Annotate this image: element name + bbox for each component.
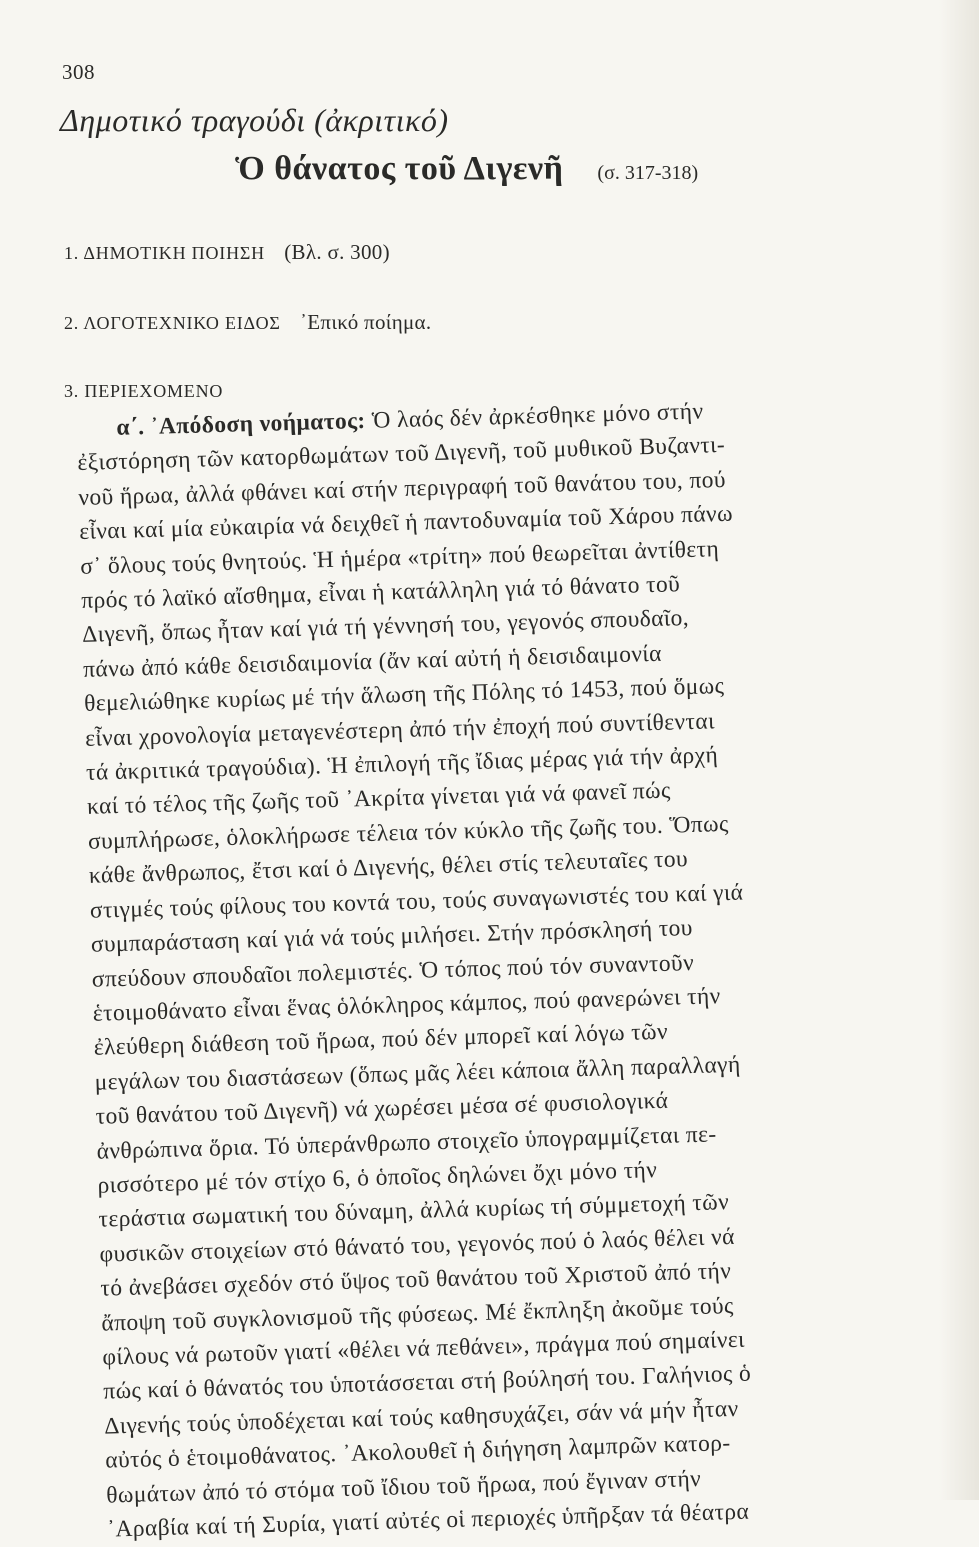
paragraph-line: ἑτοιμοθάνατο εἶναι ἕνας ὁλόκληρος κάμπος, πού φανερώνει τήν bbox=[92, 983, 721, 1027]
paragraph-line: πρός τό λαϊκό αἴσθημα, εἶναι ἡ κατάλληλη γιά τό θάνατο τοῦ bbox=[80, 571, 681, 614]
paragraph-line: τό ἀνεβάσει σχεδόν στό ὕψος τοῦ θανάτου τοῦ Χριστοῦ ἀπό τήν bbox=[100, 1258, 732, 1302]
section-heading-3 bbox=[64, 381, 223, 402]
paragraph-line: θεμελιώθηκε κυρίως μέ τήν ἅλωση τῆς Πόλης τό 1453, πού ὅμως bbox=[83, 673, 725, 718]
paragraph-line: τά ἀκριτικά τραγούδια). Ἡ ἐπιλογή τῆς ἴδιας μέρας γιά τήν ἀρχή bbox=[85, 742, 719, 786]
paragraph-line: θωμάτων ἀπό τό στόμα τοῦ ἴδιου τοῦ ἥρωα, πού ἔγιναν στήν bbox=[105, 1465, 702, 1509]
paragraph-line: ἐλεύθερη διάθεση τοῦ ἥρωα, πού δέν μπορεῖ καί λόγω τῶν bbox=[93, 1019, 669, 1062]
paragraph-line: ἐξιστόρηση τῶν κατορθωμάτων τοῦ Διγενῆ, τοῦ μυθικοῦ Βυζαντι- bbox=[77, 432, 726, 477]
paragraph-line: φίλους νά ρωτοῦν γιατί «θέλει νά πεθάνει», πράγμα πού σημαίνει bbox=[102, 1326, 746, 1371]
paragraph-lead: α΄. ᾿Απόδοση νοήματος: bbox=[116, 407, 366, 441]
paragraph-line: καί τό τέλος τῆς ζωῆς τοῦ ᾿Ακρίτα γίνεται γιά νά φανεῖ πώς bbox=[86, 778, 672, 821]
paragraph-line: αὐτός ὁ ἑτοιμοθάνατος. ᾿Ακολουθεῖ ἡ διήγηση λαμπρῶν κατορ- bbox=[104, 1430, 731, 1474]
paragraph-body bbox=[76, 389, 937, 1547]
paragraph-line: συμπλήρωσε, ὁλοκλήρωσε τέλεια τόν κύκλο τῆς ζωῆς του. Ὅπως bbox=[87, 810, 730, 855]
section-value: (Βλ. σ. 300) bbox=[284, 240, 390, 264]
section-value: ᾿Επικό ποίημα. bbox=[300, 310, 432, 334]
paragraph-line-text: Ὁ λαός δέν ἀρκέσθηκε μόνο στήν bbox=[371, 398, 704, 434]
poem-title: Ὁ θάνατος τοῦ Διγενῆ bbox=[235, 150, 564, 187]
paragraph-line: εἶναι χρονολογία μεταγενέστερη ἀπό τήν ἐποχή πού συντίθενται bbox=[84, 707, 716, 752]
genre-heading: Δημοτικό τραγούδι (ἀκριτικό) bbox=[60, 102, 449, 138]
paragraph-line: πάνω ἀπό κάθε δεισιδαιμονία (ἄν καί αὐτή ἡ δεισιδαιμονία bbox=[82, 640, 663, 683]
pages-reference: (σ. 317-318) bbox=[597, 162, 699, 184]
paragraph-line: σπεύδουν σπουδαῖοι πολεμιστές. Ὁ τόπος πού τόν συναντοῦν bbox=[91, 949, 695, 993]
paragraph-line: πώς καί ὁ θάνατός του ὑποτάσσεται στή βούλησή του. Γαλήνιος ὁ bbox=[103, 1360, 752, 1405]
section-heading-2 bbox=[64, 310, 431, 335]
paragraph-line: στιγμές τούς φίλους του κοντά του, τούς συναγωνιστές του καί γιά bbox=[89, 879, 744, 924]
paragraph-line: ᾿Αραβία καί τή Συρία, γιατί αὐτές οἱ περιοχές ὑπῆρξαν τά θέατρα bbox=[106, 1498, 750, 1543]
paragraph-line: φυσικῶν στοιχείων στό θάνατό του, γεγονός πού ὁ λαός θέλει νά bbox=[99, 1223, 736, 1268]
title-row bbox=[235, 150, 698, 188]
paragraph-line: ρισσότερο μέ τόν στίχο 6, ὁ ὁποῖος δηλώνει ὄχι μόνο τήν bbox=[97, 1157, 658, 1199]
paragraph-line: ἀνθρώπινα ὅρια. Τό ὑπεράνθρωπο στοιχεῖο ὑπογραμμίζεται πε- bbox=[96, 1120, 717, 1165]
paragraph-line: μεγάλων του διαστάσεων (ὅπως μᾶς λέει κάποια ἄλλη παραλλαγή bbox=[94, 1051, 741, 1096]
paragraph-line: τεράστια σωματική του δύναμη, ἀλλά κυρίως τή σύμμετοχή τῶν bbox=[98, 1189, 730, 1234]
paragraph-line: ἄποψη τοῦ συγκλονισμοῦ τῆς φύσεως. Μέ ἔκπληξη ἀκοῦμε τούς bbox=[101, 1292, 735, 1337]
section-heading-1 bbox=[64, 240, 390, 265]
section-label: 2. ΛΟΓΟΤΕΧΝΙΚΟ ΕΙΔΟΣ bbox=[64, 313, 281, 333]
paragraph-line: τοῦ θανάτου τοῦ Διγενῆ) νά χωρέσει μέσα σέ φυσιολογικά bbox=[95, 1087, 669, 1130]
paragraph-line: Διγενής τούς ὑποδέχεται καί τούς καθησυχάζει, σάν νά μήν ἦταν bbox=[103, 1395, 739, 1440]
section-label: 1. ΔΗΜΟΤΙΚΗ ΠΟΙΗΣΗ bbox=[64, 243, 265, 263]
paragraph-line: εἶναι καί μία εὐκαιρία νά δειχθεῖ ἡ παντοδυναμία τοῦ Χάρου πάνω bbox=[78, 500, 734, 546]
page-edge-shadow bbox=[939, 0, 979, 1500]
paragraph-line: νοῦ ἥρωα, ἀλλά φθάνει καί στήν περιγραφή τοῦ θανάτου του, πού bbox=[78, 466, 727, 511]
paragraph-line: Διγενῆ, ὅπως ἦταν καί γιά τή γέννησή του, γεγονός σπουδαῖο, bbox=[81, 605, 690, 649]
paragraph-line: σ᾿ ὅλους τούς θνητούς. Ἡ ἡμέρα «τρίτη» πού θεωρεῖται ἀντίθετη bbox=[79, 535, 720, 580]
page-number: 308 bbox=[62, 60, 95, 84]
section-label: 3. ΠΕΡΙΕΧΟΜΕΝΟ bbox=[64, 381, 224, 401]
paragraph-line: συμπαράσταση καί γιά νά τούς μιλήσει. Στήν πρόσκλησή του bbox=[90, 915, 694, 958]
paragraph-line: κάθε ἄνθρωπος, ἔτσι καί ὁ Διγενής, θέλει στίς τελευταῖες του bbox=[88, 846, 689, 890]
